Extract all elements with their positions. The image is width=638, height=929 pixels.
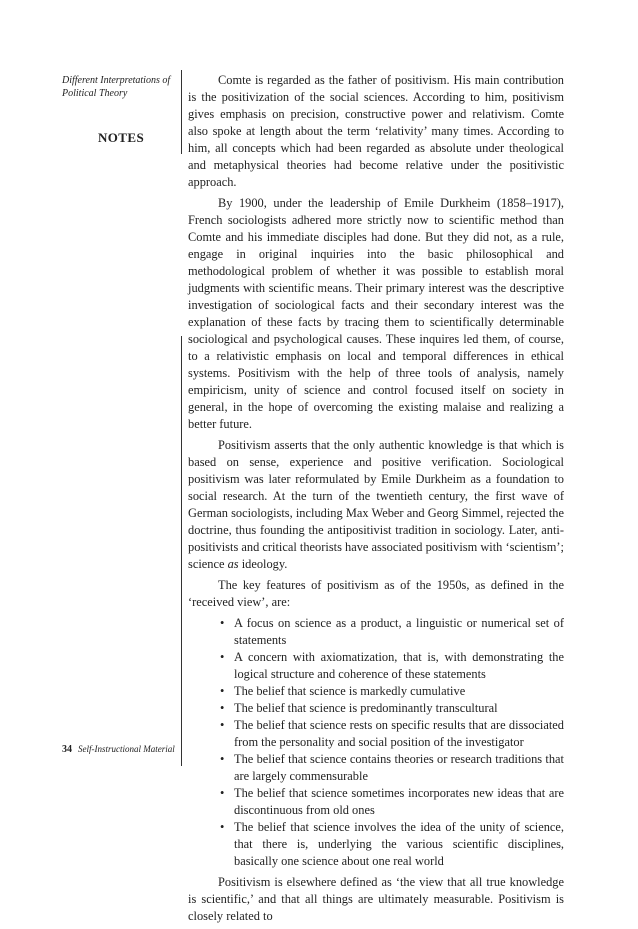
list-item — [188, 615, 564, 649]
list-item — [188, 819, 564, 870]
italic-as: as — [227, 557, 239, 571]
list-item-text: The belief that science sometimes incorporates new ideas that are discontinuous from old ones — [234, 786, 564, 817]
bullet-icon: • — [220, 616, 225, 630]
main-text — [188, 72, 564, 929]
paragraph-key-features: The key features of positivism as of the 1950s, as defined in the ‘received view’, are: — [188, 578, 564, 609]
paragraph-durkheim: By 1900, under the leadership of Emile Durkheim (1858–1917), French sociologists adhered more strictly now to scientific method than Comte and his immediate disciples had done. But they did not, as a rule, engage in original inquiries into the basic philosophical and methodological problem of whether it was possible to establish moral judgments with scientific means. Their primary interest was the descriptive investigation of sociological facts and their secondary interest was the explanation of these facts by tracing them to scientifically determinable sociological and psychological causes. These inquires led them, of course, to a relativistic emphasis on local and temporal differences in ethical systems. Positivism with the help of three tools of analysis, namely empiricism, unity of science and control focused itself on society in general, in the hope of overcoming the existing malaise and realizing a better future. — [188, 196, 564, 431]
bullet-icon: • — [220, 650, 225, 664]
feature-list — [188, 615, 564, 870]
paragraph-positivism-asserts-text: Positivism asserts that the only authentic knowledge is that which is based on sense, experience and positive verification. Sociological positivism was later reformulated by Emile Durkheim as a foundation to social research. At the turn of the twentieth century, the first wave of German sociologists, including Max Weber and Georg Simmel, rejected the doctrine, thus founding the antipositivist tradition in sociology. Later, anti-positivists and critical theorists have associated positivism with ‘scientism’; science — [188, 438, 564, 571]
paragraph-comte: Comte is regarded as the father of positivism. His main contribution is the positivization of the social sciences. According to him, positivism gives emphasis on precision, constructive power and relativism. Comte also spoke at length about the term ‘relativity’ many times. According to him, all concepts which had been regarded as absolute under theological and metaphysical theories had become relative under the positivistic approach. — [188, 73, 564, 189]
bullet-icon: • — [220, 701, 225, 715]
list-item — [188, 649, 564, 683]
bullet-icon: • — [220, 718, 225, 732]
list-item-text: A focus on science as a product, a linguistic or numerical set of statements — [234, 616, 564, 647]
list-item — [188, 700, 564, 717]
list-item-text: The belief that science is predominantly transcultural — [234, 701, 498, 715]
list-item — [188, 751, 564, 785]
list-item — [188, 717, 564, 751]
margin-rule-bottom — [181, 336, 182, 766]
bullet-icon: • — [220, 820, 225, 834]
paragraph-positivism-asserts — [188, 437, 564, 573]
footer-label: Self-Instructional Material — [78, 744, 175, 754]
list-item — [188, 785, 564, 819]
bullet-icon: • — [220, 752, 225, 766]
running-title: Different Interpretations of Political Theory — [62, 75, 171, 99]
list-item-text: A concern with axiomatization, that is, with demonstrating the logical structure and coherence of these statements — [234, 650, 564, 681]
bullet-icon: • — [220, 684, 225, 698]
list-item-text: The belief that science contains theories or research traditions that are largely commensurable — [234, 752, 564, 783]
page-footer — [62, 744, 175, 755]
notes-label: NOTES — [98, 130, 145, 145]
paragraph-closing: Positivism is elsewhere defined as ‘the view that all true knowledge is scientific,’ and that all things are ultimately measurable. Positivism is closely related to — [188, 875, 564, 923]
bullet-icon: • — [220, 786, 225, 800]
list-item-text: The belief that science involves the idea of the unity of science, that there is, underlying the various scientific disciplines, basically one science about one real world — [234, 820, 564, 868]
list-item-text: The belief that science rests on specific results that are dissociated from the personality and social position of the investigator — [234, 718, 564, 749]
page-number: 34 — [62, 744, 72, 755]
list-item-text: The belief that science is markedly cumulative — [234, 684, 466, 698]
list-item — [188, 683, 564, 700]
margin-rule-top — [181, 70, 182, 154]
paragraph-positivism-asserts-end: ideology. — [238, 557, 288, 571]
